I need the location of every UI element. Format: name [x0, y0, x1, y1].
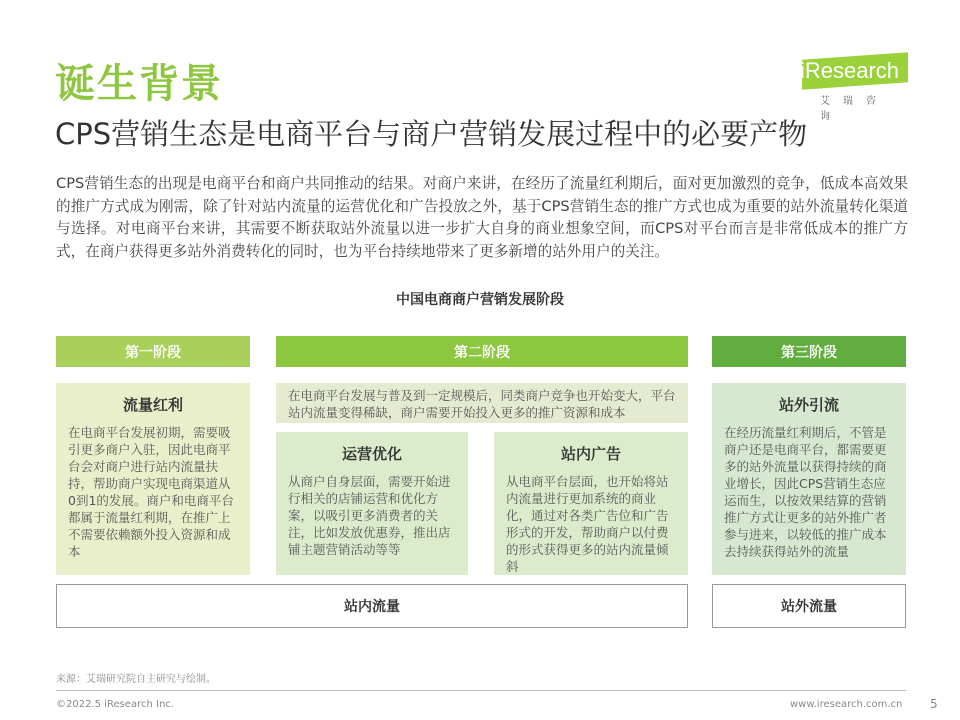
stage-2-left-box	[276, 432, 468, 575]
stage-2-header: 第二阶段	[276, 336, 688, 367]
stage-3-heading: 站外引流	[778, 396, 839, 414]
footer-divider	[56, 690, 906, 691]
stage-1-header: 第一阶段	[56, 336, 250, 367]
logo-cn: 艾瑞咨询	[820, 96, 889, 122]
iresearch-logo	[790, 52, 910, 122]
stage-3-box	[712, 383, 906, 575]
stage-1-text: 在电商平台发展初期，需要吸引更多商户入驻，因此电商平台会对商户进行站内流量扶持，帮助商户实现电商渠道从0到1的发展。商户和电商平台都属于流量红利期，在推广上不需要依赖额外投入资源和成本	[68, 425, 234, 559]
stage-2-right-box	[494, 432, 688, 575]
stage-3-header: 第三阶段	[712, 336, 906, 367]
stage-2-intro-box	[276, 383, 688, 423]
stage-2-intro: 在电商平台发展与普及到一定规模后，同类商户竞争也开始变大，平台站内流量变得稀缺，商户需要开始投入更多的推广资源和成本	[288, 388, 676, 420]
page-title: 诞生背景	[55, 61, 223, 107]
website-link[interactable]: www.iresearch.com.cn	[790, 699, 903, 710]
stage-1-box	[56, 383, 250, 575]
diagram-title: 中国电商商户营销发展阶段	[396, 292, 564, 308]
stage-2-left-text: 从商户自身层面，需要开始进行相关的店铺运营和优化方案，以吸引更多消费者的关注，比如发放优惠券，推出店铺主题营销活动等等	[288, 474, 451, 557]
copyright: ©2022.5 iResearch Inc.	[56, 699, 174, 710]
stage-2-right-text: 从电商平台层面，也开始将站内流量进行更加系统的商业化，通过对各类广告位和广告形式的开发，帮助商户以付费的形式获得更多的站内流量倾斜	[506, 474, 669, 574]
onsite-traffic-box: 站内流量	[56, 584, 688, 628]
offsite-traffic-box: 站外流量	[712, 584, 906, 628]
page-subtitle: CPS营销生态是电商平台与商户营销发展过程中的必要产物	[55, 117, 808, 151]
source-note: 来源：艾瑞研究院自主研究与绘制。	[56, 674, 216, 685]
stage-2-left-heading: 运营优化	[341, 445, 402, 463]
logo-text: iResearch	[800, 58, 900, 83]
stage-2-right-heading: 站内广告	[560, 445, 621, 463]
intro-paragraph: CPS营销生态的出现是电商平台和商户共同推动的结果。对商户来讲，在经历了流量红利期后，面对更加激烈的竞争，低成本高效果的推广方式成为刚需，除了针对站内流量的运营优化和广告投放之外，基于CPS营销生态的推广方式也成为重要的站外流量转化渠道与选择。对电商平台来讲，其需要不断获取站外流量以进一步扩大自身的商业想象空间，而CPS对平台而言是非常低成本的推广方式，在商户获得更多站外消费转化的同时，也为平台持续地带来了更多新增的站外用户的关注。	[56, 175, 908, 260]
page-number: 5	[930, 697, 938, 711]
stage-1-heading: 流量红利	[122, 396, 183, 414]
stage-3-text: 在经历流量红利期后，不管是商户还是电商平台，都需要更多的站外流量以获得持续的商业增长，因此CPS营销生态应运而生，以按效果结算的营销推广方式让更多的站外推广者参与进来，以较低的推广成本去持续获得站外的流量	[724, 425, 887, 559]
